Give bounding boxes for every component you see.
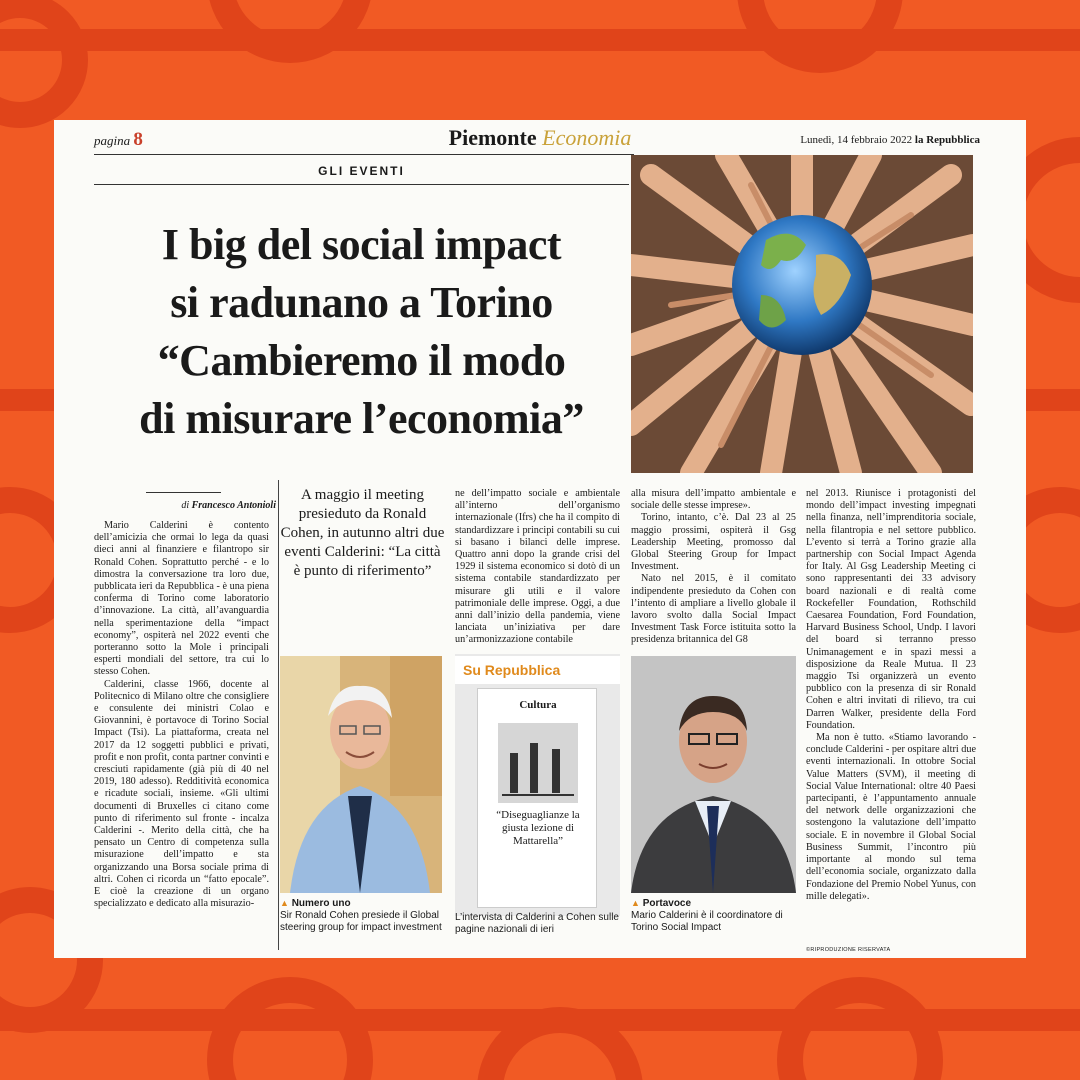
kicker: GLI EVENTI	[318, 164, 405, 178]
paragraph: Torino, intanto, c’è. Dal 23 al 25 maggio prossimi, ospiterà il Gsg Leadership Meeting, promosso dal Global Steering Group for Impact Investment.	[631, 512, 796, 573]
page-number: pagina 8	[94, 129, 143, 150]
triangle-icon: ▲	[631, 898, 640, 908]
paragraph: nel 2013. Riunisce i protagonisti del mondo dell’impact investing impegnati nella finanza, nell’imprenditoria sociale, nella filantropia e nel settore pubblico. L’evento si terrà a Torino grazie alla partnership con Social Impact Agenda for Italy. Al Gsg Leadership Meeting ci sono rappresentanti dei 33 advisory board nazionali e di realtà come Rockefeller Foundation, Rothschild Caesarea Foundation, Ford Foundation, Harvard Business School, Undp. I lavori del board si terranno presso Unimanagement e in spazi messi a disposizione da Reale Mutua. Il 23 maggio Tsi organizzerà un evento pubblico con la presenza di sir Ronald Cohen e altri invitati di rilievo, tra cui Darren Walker, presidente della Ford Foundation.	[806, 488, 976, 731]
column-divider	[278, 480, 279, 950]
copyright-note: ©RIPRODUZIONE RISERVATA	[806, 947, 891, 953]
calderini-photo	[631, 656, 796, 893]
globe-hands-photo	[631, 155, 973, 473]
page-header	[54, 120, 1026, 156]
paragraph: Nato nel 2015, è il comitato indipendente presieduto da Cohen con l’intento di ampliare a livello globale il lavoro svolto dalla Social Impact Investment Task Force istituita sotto la presidenza britannica del G8	[631, 573, 796, 646]
photo-caption-interview: L’intervista di Calderini a Cohen sulle pagine nazionali di ieri	[455, 912, 619, 935]
paragraph: ne dell’impatto sociale e ambientale all’interno dell’organismo internazionale (Ifrs) che ha il compito di standardizzare i principi contabili su cui si basano i bilanci delle imprese. Quattro anni dopo la grande crisi del 1929 il sistema economico si dotò di un sistema contabile standardizzato per misurare gli utili e il valore patrimoniale delle imprese. Oggi, a due anni dall’inizio della pandemia, viene lanciata un’iniziativa per dare un’armonizzazione contabile	[455, 488, 620, 646]
photo-caption-calderini: ▲ Portavoce Mario Calderini è il coordinatore di Torino Social Impact	[631, 898, 783, 933]
deck: A maggio il meeting presieduto da Ronald Cohen, in autunno altri due eventi Calderini: “La città è punto di riferimento”	[280, 487, 445, 579]
article-column-4	[631, 488, 796, 647]
paragraph: alla misura dell’impatto ambientale e sociale delle stesse imprese».	[631, 488, 796, 512]
headline: I big del social impact si radunano a Torino “Cambieremo il modo di misurare l’economia”	[139, 220, 584, 443]
newspaper-page	[54, 120, 1026, 958]
su-repubblica-box	[455, 654, 620, 916]
section-title: Piemonte Economia	[448, 125, 632, 150]
article-column-5	[806, 488, 976, 903]
kicker-rule	[94, 184, 629, 185]
header-rule	[94, 154, 634, 155]
byline: di Francesco Antonioli	[181, 500, 276, 511]
paragraph: Calderini, classe 1966, docente al Politecnico di Milano oltre che consigliere e consulente dei ministri Colao e Giovannini, è portavoce di Torino Social Impact (Tsi). La piattaforma, creata nel 2017 da 12 soggetti pubblici e privati, profit e non profit, conta partner convinti e cresciuti rapidamente (già più di 40 nel 2019, 180 adesso). Redditività economica e ricadute sociali, insieme. «Gli ultimi documenti di Bruxelles ci citano come punto di riferimento sul fronte - incalza Calderini -. Merito della città, che ha pensato un Centro di competenza sulla misurazione dell’impatto e sta organizzando una Borsa sociale prima di altri. Cohen ci ricorda un “fatto epocale”. E cioè la creazione di un organo specializzato e dedicato alla misurazio-	[94, 678, 269, 910]
paragraph: Ma non è tutto. «Stiamo lavorando - conclude Calderini - per ospitare altri due eventi internazionali. In ottobre Social Value Matters (SVM), il meeting di Social Value International: oltre 40 Paesi partecipanti, è l’appuntamento annuale del network delle organizzazioni che sostengono la valutazione dell’impatto sociale. E in novembre il Global Social Business Summit, l’incontro più importante al mondo sul tema dell’economia sociale, organizzato dalla Fondazione del Premio Nobel Yunus, con mille delegati».	[806, 732, 976, 902]
article-column-1	[94, 520, 269, 911]
article-column-3	[455, 488, 620, 647]
triangle-icon: ▲	[280, 898, 289, 908]
dateline: Lunedì, 14 febbraio 2022 la Repubblica	[800, 134, 980, 146]
newspaper-thumbnail: Cultura “Diseguaglianze la giusta lezione di Mattarella”	[477, 688, 597, 908]
paragraph: Mario Calderini è contento dell’amicizia che ormai lo lega da quasi dieci anni al finanziere e filantropo sir Ronald Cohen. Soprattutto perché - e lo dimostra la conversazione tra loro due, pubblicata ieri da Repubblica - è una piena conferma di Torino come laboratorio d’innovazione. La città, all’avanguardia nella sperimentazione della “impact economy”, ospiterà nel 2022 eventi che porteranno sotto la Mole i principali esperti mondiali del settore, tra cui lo stesso Cohen.	[94, 520, 269, 678]
su-repubblica-title: Su Repubblica	[455, 656, 620, 684]
byline-rule	[146, 492, 221, 493]
photo-caption-cohen: ▲ Numero uno Sir Ronald Cohen presiede il Global steering group for impact investment	[280, 898, 442, 933]
cohen-photo	[280, 656, 442, 893]
